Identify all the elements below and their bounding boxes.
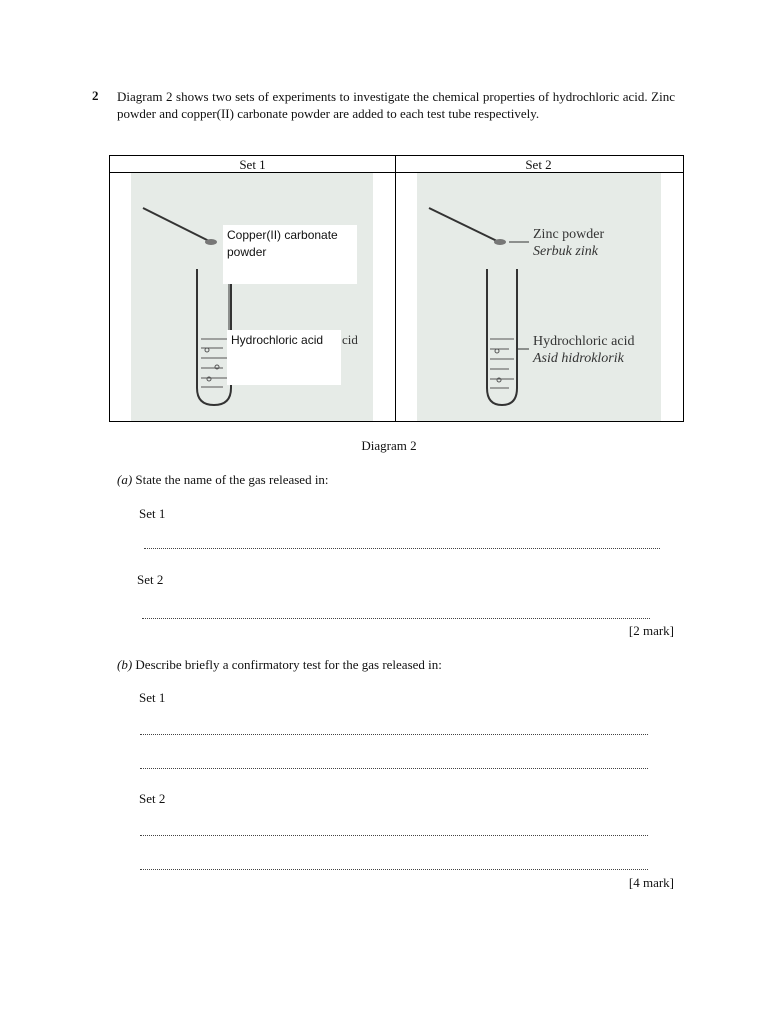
column-divider: [395, 156, 396, 421]
part-b-question: [117, 657, 442, 673]
part-a-set1-label: Set 1: [139, 506, 166, 521]
set1-partial-label: cid: [342, 332, 358, 347]
set2-apparatus-figure: [417, 173, 661, 421]
part-b-set2-answer-line-1[interactable]: [140, 835, 648, 836]
part-a-set1-answer-line[interactable]: [144, 548, 660, 549]
set1-copper-carbonate-label: Copper(II) carbonate powder: [223, 225, 357, 284]
part-a-set2-answer-line[interactable]: [142, 618, 650, 619]
question-intro: Diagram 2 shows two sets of experiments to investigate the chemical properties of hydrochloric acid. Zinc powder and copper(II) carbonate powder are added to each test tube respectively.: [117, 89, 675, 121]
diagram-table: [109, 155, 684, 422]
part-b-set1-answer-line-2[interactable]: [140, 768, 648, 769]
part-b-set1-label: Set 1: [139, 690, 166, 705]
set1-header: Set 1: [239, 157, 266, 172]
part-b-set2-answer-line-2[interactable]: [140, 869, 648, 870]
set2-photo: [417, 173, 661, 421]
set2-acid-label: Hydrochloric acid: [533, 334, 635, 349]
set2-header: Set 2: [525, 157, 552, 172]
set2-acid-label-ms: Asid hidroklorik: [533, 351, 624, 366]
part-b-set2-label: Set 2: [139, 791, 166, 806]
part-b-set1-answer-line-1[interactable]: [140, 734, 648, 735]
diagram-caption: Diagram 2: [361, 438, 417, 453]
part-b-label: (b): [117, 657, 133, 672]
part-a-question: [117, 472, 329, 488]
part-b-prompt: Describe briefly a confirmatory test for the gas released in:: [135, 657, 442, 672]
question-number: 2: [92, 88, 99, 103]
set2-zinc-label: Zinc powder: [533, 227, 605, 242]
part-a-marks: [2 mark]: [628, 623, 674, 638]
set2-zinc-label-ms: Serbuk zink: [533, 244, 598, 259]
part-a-prompt: State the name of the gas released in:: [135, 472, 329, 487]
part-a-label: (a): [117, 472, 133, 487]
part-a-set2-label: Set 2: [137, 572, 164, 587]
part-b-marks: [4 mark]: [628, 875, 674, 890]
set1-hydrochloric-label: Hydrochloric acid: [227, 330, 341, 385]
